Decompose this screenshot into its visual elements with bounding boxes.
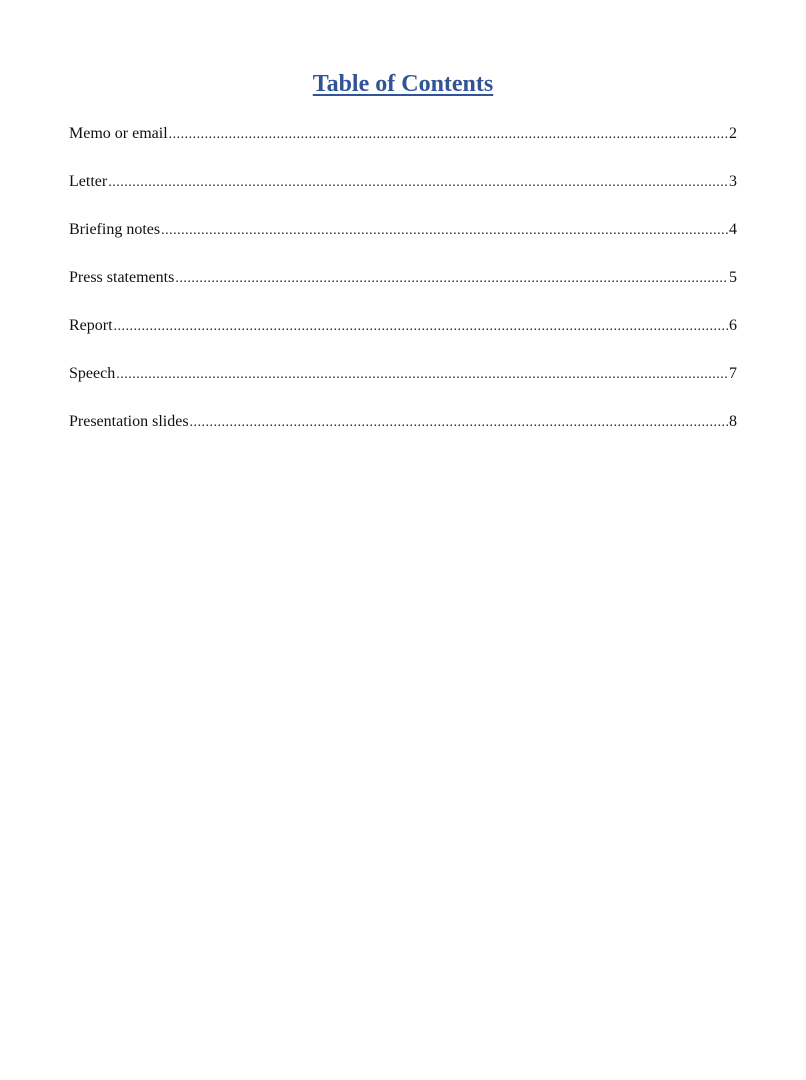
toc-entry-letter[interactable]: [69, 170, 737, 218]
toc-entry-label: Letter: [69, 173, 108, 190]
toc-title: [0, 68, 806, 100]
toc-entry-label: Press statements: [69, 269, 175, 286]
toc-entry-page-number: 4: [729, 221, 737, 238]
toc-dot-leader: [108, 171, 728, 195]
toc-dot-leader: [169, 123, 728, 147]
toc-entry-report[interactable]: [69, 314, 737, 362]
toc-dot-leader: [175, 267, 728, 291]
toc-dot-leader: [190, 411, 728, 435]
toc-entry-page-number: 2: [729, 125, 737, 142]
toc-dot-leader: [116, 363, 728, 387]
toc-entry-presentation-slides[interactable]: [69, 410, 737, 458]
toc-entry-label: Presentation slides: [69, 413, 189, 430]
toc-entry-memo-or-email[interactable]: [69, 122, 737, 170]
toc-entry-label: Memo or email: [69, 125, 168, 142]
toc-title-text: Table of Contents: [312, 71, 494, 97]
toc-entry-page-number: 8: [729, 413, 737, 430]
toc-entry-page-number: 7: [729, 365, 737, 382]
toc-entry-label: Speech: [69, 365, 116, 382]
toc-entry-page-number: 5: [729, 269, 737, 286]
toc-entry-label: Report: [69, 317, 113, 334]
toc-list: [69, 122, 737, 458]
toc-entry-page-number: 3: [729, 173, 737, 190]
toc-entry-press-statements[interactable]: [69, 266, 737, 314]
toc-dot-leader: [161, 219, 728, 243]
toc-entry-briefing-notes[interactable]: [69, 218, 737, 266]
toc-entry-page-number: 6: [729, 317, 737, 334]
toc-entry-speech[interactable]: [69, 362, 737, 410]
toc-entry-label: Briefing notes: [69, 221, 161, 238]
toc-dot-leader: [114, 315, 728, 339]
